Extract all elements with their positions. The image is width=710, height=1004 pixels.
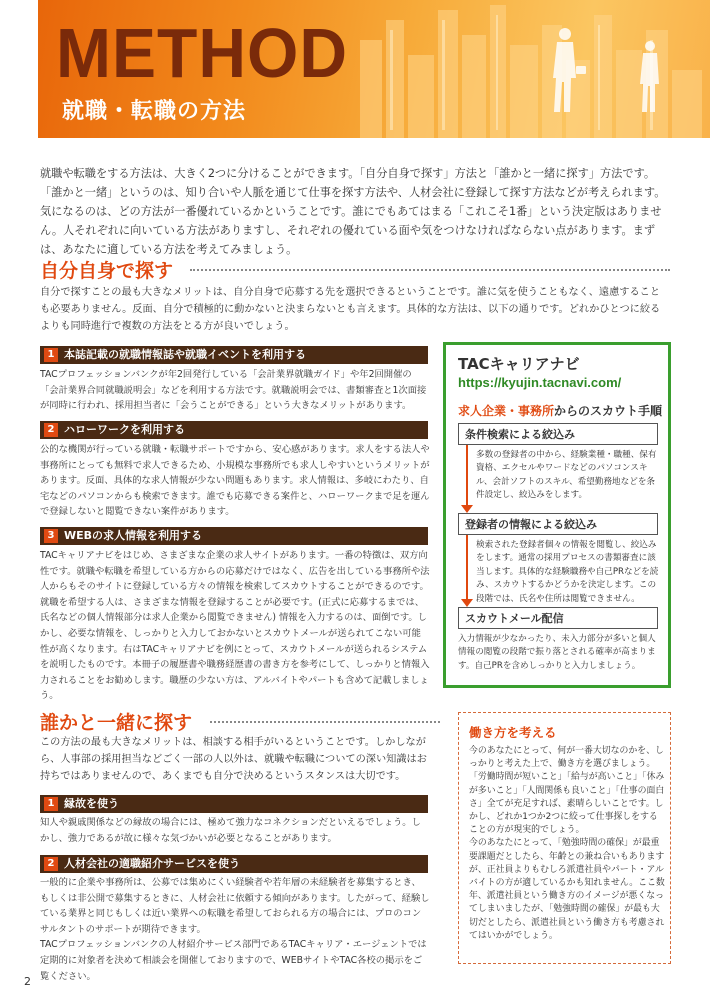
subsection-body: 知人や親戚関係などの縁故の場合には、極めて強力なコネクションだといえるでしょう。しかし、強力であるが故に様々な気づかいが必要となることがあります。: [40, 817, 421, 844]
arrow-down-icon: [461, 505, 473, 513]
subsection-bar: [40, 346, 428, 364]
city-silhouette-illustration: [350, 0, 710, 138]
work-style-title: 働き方を考える: [469, 725, 557, 740]
tac-career-navi-box: [443, 342, 671, 688]
step-box: [458, 607, 658, 629]
subsection-number: 2: [44, 857, 58, 871]
dotted-divider: [190, 269, 670, 271]
section-heading-text: 自分自身で探す: [40, 260, 174, 282]
step-box: [458, 513, 658, 535]
subsection-bar: [40, 795, 428, 813]
subsection-number: 3: [44, 529, 58, 543]
subsection-label: WEBの求人情報を利用する: [64, 529, 203, 542]
tac-url-link[interactable]: https://kyujin.tacnavi.com/: [458, 375, 622, 390]
subsection-body: TACプロフェッションバンクが年2回発行している「会計業界就職ガイド」や年2回開催の「会計業界合同就職説明会」などを利用する方法です。就職説明会では、書類審査と1次面接が同時に行われ、採用担当者に「会うことができる」という大きなメリットがあります。: [40, 369, 427, 412]
subsection-label: 本誌記載の就職情報誌や就職イベントを利用する: [64, 348, 306, 361]
subsection-label: ハローワークを利用する: [64, 423, 185, 436]
section-body: 自分で探すことの最も大きなメリットは、自分自身で応募する先を選択できるということです。誰に気を使うこともなく、遠慮することも必要ありません。反面、自分で積極的に動かないと決まらないとも言えます。具体的な方法は、以下の通りです。どれかひとつに絞るよりも同時進行で複数の方法をとる方が良いでしょう。: [40, 287, 661, 332]
subsection-label: 縁故を使う: [64, 797, 119, 810]
section-body: この方法の最も大きなメリットは、相談する相手がいるということです。しかしながら、人事部の採用担当などごく一部の人以外は、就職や転職についての深い知識はお持ちではありませんので、あくまでも自分で決めるというスタンスは大切です。: [40, 737, 427, 782]
subsection-number: 1: [44, 348, 58, 362]
scout-procedure-heading: [458, 402, 662, 419]
work-style-box: [458, 712, 671, 964]
subsection-number: 2: [44, 423, 58, 437]
subsection-body: TACキャリアナビをはじめ、さまざまな企業の求人サイトがあります。一番の特徴は、双方向性です。就職や転職を希望している方からの応募だけではなく、広告を出している事務所や法人からもそのサイトに登録している方々の情報を検索してスカウトすることができるのです。就職を希望する人は、さまざまな情報を登録することが必要です。(正式に応募するまでは、氏名などの個人情報部分は求人企業から閲覧できません) 情報を入力するのは、面倒です。しかし、必要な情報を、しっかりと入力しておかないとスカウトメールが送られてこない可能性が高くなります。右はTACキャリアナビを例にとって、スカウトメールが送られるシステムを説明したものです。本冊子の履歴書や職務経歴書の書き方を参考にして、しっかりと情報入力されることをお勧めします。職歴の少ない方は、アルバイトやパートも含めて記載しましょう。: [40, 550, 430, 702]
dotted-divider: [210, 721, 440, 723]
header-banner: [38, 0, 710, 138]
tac-box-title: TACキャリアナビ: [458, 355, 580, 373]
subsection-body: 公的な機関が行っている就職・転職サポートですから、安心感があります。求人をする法人や事務所にとっても無料で求人できるため、小規模な事務所でも求人しやすいというメリットがあります。反面、具体的な求人情報が少ない問題もあります。求人情報は、多岐にわたり、自宅などのパソコンからも検索できます。誰でも応募できる案件と、ハローワークまで足を運んで登録しないと閲覧できない案件があります。: [40, 444, 430, 518]
step-box: [458, 423, 658, 445]
step-label: 登録者の情報による絞込み: [465, 518, 597, 531]
subsection-label: 人材会社の適職紹介サービスを使う: [64, 857, 240, 870]
tac-box-footer: 入力情報が少なかったり、未入力部分が多いと個人情報の閲覧の段階で振り落とされる確率が高まります。自己PRを含めしっかりと入力しましょう。: [458, 634, 656, 671]
section-heading-text: 誰かと一緒に探す: [40, 712, 193, 734]
work-style-body: 今のあなたにとって、何が一番大切なのかを、しっかりと考えた上で、働き方を選びましょう。「労働時間が短いこと」「給与が高いこと」「休みが多いこと」「人間関係も良いこと」「仕事の面白さ」全てが充足すれば、素晴らしいことです。しかし、どれか1つか2つに絞って仕事探しをすることの方が現実的でしょう。 今のあなたにとって、「勉強時間の確保」が最重要課題だとしたら、年齢との兼ね合いもありますが、正社員よりもむしろ派遣社員やパート・アルバイトの方が適しているかも知れません。ここ数年、派遣社員という働き方のイメージが悪くなってしまいましたが、「勉強時間の確保」が最も大切だとしたら、派遣社員という働き方も考慮されてはいかがでしょう。: [469, 746, 665, 941]
step-label: スカウトメール配信: [465, 612, 564, 625]
step-description: 検索された登録者個々の情報を閲覧し、絞込みをします。通常の採用プロセスの書類審査に該当します。具体的な経験職務や自己PRなどを読み、スカウトするかどうかを決定します。この段階では、氏名や住所は閲覧できません。: [476, 540, 659, 604]
arrow-connector: [466, 535, 468, 601]
arrow-connector: [466, 445, 468, 507]
page-title: METHOD: [56, 13, 348, 92]
intro-paragraph: 就職や転職をする方法は、大きく2つに分けることができます。「自分自身で探す」方法と「誰かと一緒に探す」方法です。「誰かと一緒」というのは、知り合いや人脈を通じて仕事を探す方法や、人材会社に登録して探す方法などが考えられます。気になるのは、どの方法が一番優れているかということです。誰にでもあてはまる「これこそ1番」という決定版はありません。人それぞれに向いている方法がありますし、それぞれの優れている面や気をつけなければならない点があります。まずは、あなたに適している方法を考えてみましょう。: [40, 167, 666, 256]
scout-procedure-highlight: 求人企業・事務所: [458, 404, 555, 418]
section-heading-search-together: [40, 708, 440, 734]
scout-procedure-rest: からのスカウト手順: [554, 404, 663, 418]
page-subtitle: 就職・転職の方法: [62, 99, 247, 124]
arrow-down-icon: [461, 599, 473, 607]
step-label: 条件検索による絞込み: [465, 428, 575, 441]
page-number: 2: [24, 975, 31, 988]
subsection-number: 1: [44, 797, 58, 811]
subsection-body: 一般的に企業や事務所は、公募では集めにくい経験者や若年層の未経験者を募集するとき、もしくは非公開で募集するときに、人材会社に依頼する傾向があります。したがって、経験している業界と同じもしくは近い業界への転職を希望しておられる方の場合には、プロのコンサルタントのサポートが期待できます。 TACプロフェッションバンクの人材紹介サービス部門であるTACキャリア・エージェントでは定期的に対象者を決めて相談会を開催しておりますので、WEBサイトやTAC各校の掲示をご覧ください。: [40, 877, 430, 982]
subsection-bar: [40, 527, 428, 545]
step-description: 多数の登録者の中から、経験業種・職種、保有資格、エクセルやワードなどのパソコンスキル、会計ソフトのスキル、希望勤務地などを条件設定し、絞込みをします。: [476, 450, 657, 501]
subsection-bar: [40, 421, 428, 439]
section-heading-self-search: [40, 256, 670, 282]
subsection-bar: [40, 855, 428, 873]
